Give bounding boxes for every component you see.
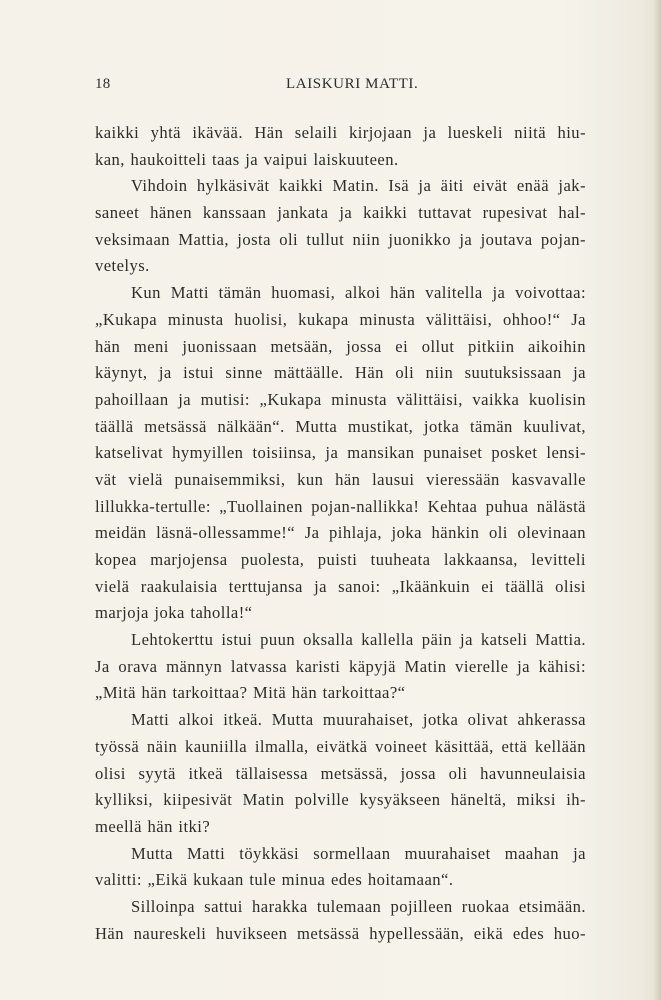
- text-line: kylliksi, kiipesivät Matin polville kysyäkseen häneltä, miksi ih-: [95, 790, 586, 810]
- page-edge-shadow: [652, 0, 661, 1000]
- text-line: Matti alkoi itkeä. Mutta muurahaiset, jotka olivat ahkerassa: [131, 710, 586, 730]
- text-line: käynyt, ja istui sinne mättäälle. Hän oli niin suutuksissaan ja: [95, 363, 586, 383]
- text-line: Lehtokerttu istui puun oksalla kallella päin ja katseli Mattia.: [131, 630, 586, 650]
- text-line: valitti: „Eikä kukaan tule minua edes hoitamaan“.: [95, 870, 454, 890]
- body-text: [95, 120, 586, 947]
- text-line: pahoillaan ja mutisi: „Kukapa minusta välittäisi, vaikka kuolisin: [95, 389, 586, 409]
- text-line: Vihdoin hylkäsivät kaikki Matin. Isä ja äiti eivät enää jak-: [131, 176, 586, 196]
- text-line: katselivat hymyillen toisiinsa, ja mansikan punaiset posket lensi-: [95, 443, 586, 463]
- text-line: vielä raakulaisia terttujansa ja sanoi: „Ikäänkuin ei täällä olisi: [95, 576, 586, 596]
- page-number: 18: [95, 76, 111, 92]
- text-line: „Mitä hän tarkoittaa? Mitä hän tarkoittaa?“: [95, 683, 406, 703]
- text-line: kopea marjojensa puolesta, puisti tuuheata lakkaansa, levitteli: [95, 550, 586, 569]
- text-line: meidän läsnä-ollessamme!“ Ja pihlaja, joka hänkin oli olevinaan: [95, 523, 586, 543]
- text-line: Mutta Matti töykkäsi sormellaan muurahaiset maahan ja: [131, 843, 586, 863]
- text-line: lillukka-tertulle: „Tuollainen pojan-nallikka! Kehtaa puhua nälästä: [95, 496, 586, 516]
- text-line: täällä metsässä nälkään“. Mutta mustikat, jotka tämän kuulivat,: [95, 416, 586, 436]
- text-line: veksimaan Mattia, josta oli tullut niin juonikko ja joutava pojan-: [95, 229, 586, 249]
- text-line: marjoja joka taholla!“: [95, 603, 253, 623]
- text-line: Ja orava männyn latvassa karisti käpyjä Matin vierelle ja kähisi:: [95, 656, 586, 676]
- text-line: meellä hän itki?: [95, 816, 211, 836]
- text-line: vät vielä punaisemmiksi, kun hän lausui vieressään kasvavalle: [95, 469, 586, 489]
- page-header: [95, 76, 586, 96]
- text-line: vetelys.: [95, 256, 150, 276]
- text-line: kaikki yhtä ikävää. Hän selaili kirjojaan ja lueskeli niitä hiu-: [95, 123, 586, 142]
- text-line: Hän naureskeli huvikseen metsässä hypellessään, eikä edes huo-: [95, 923, 586, 943]
- text-line: Kun Matti tämän huomasi, alkoi hän valitella ja voivottaa:: [131, 283, 586, 303]
- text-line: työssä näin kauniilla ilmalla, eivätkä voineet käsittää, että kellään: [95, 736, 586, 756]
- text-line: kan, haukoitteli taas ja vaipui laiskuuteen.: [95, 149, 399, 169]
- text-line: „Kukapa minusta huolisi, kukapa minusta välittäisi, ohhoo!“ Ja: [95, 309, 586, 329]
- text-line: olisi syytä itkeä tällaisessa metsässä, jossa oli havunneulaisia: [95, 763, 586, 783]
- running-title: LAISKURI MATTI.: [286, 76, 419, 92]
- text-line: Silloinpa sattui harakka tulemaan pojilleen ruokaa etsimään.: [131, 896, 586, 916]
- text-line: saneet hänen kanssaan jankata ja kaikki tuttavat rupesivat hal-: [95, 203, 586, 223]
- text-line: hän meni juonissaan metsään, jossa ei ollut pitkiin aikoihin: [95, 336, 586, 356]
